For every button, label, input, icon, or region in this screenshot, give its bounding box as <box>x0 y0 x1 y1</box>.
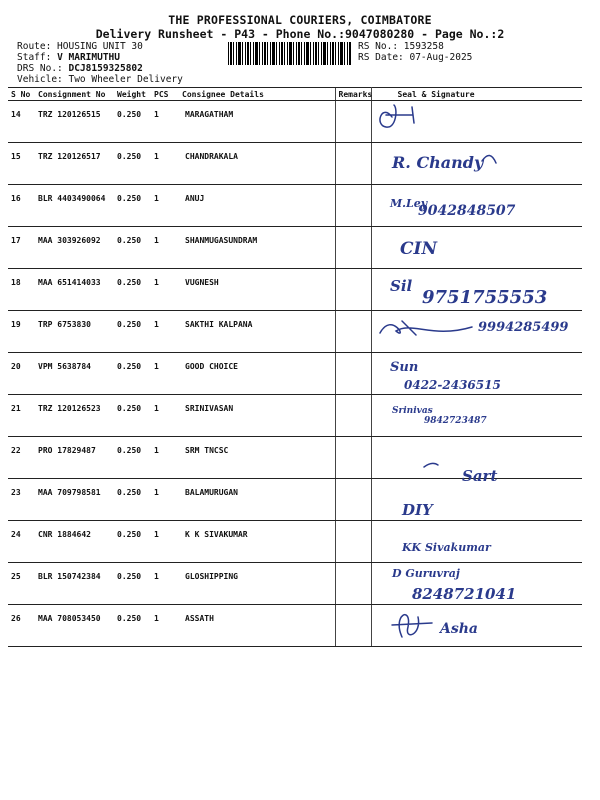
row-weight: 0.250 <box>114 605 151 647</box>
signature-text: 8248721041 <box>411 585 516 603</box>
signature-text: Sil <box>389 277 412 295</box>
row-pcs: 1 <box>151 563 179 605</box>
signature-text: CIN <box>399 239 437 259</box>
handwritten-signature <box>372 143 583 185</box>
signature-text: DIY <box>401 501 433 519</box>
row-consignment-no: MAA 708053450 <box>35 605 114 647</box>
signature-cell <box>371 605 582 647</box>
signature-text: D Guruvraj <box>391 567 460 580</box>
row-consignee: GLOSHIPPING <box>179 563 335 605</box>
row-sno: 18 <box>8 269 35 311</box>
row-weight: 0.250 <box>114 311 151 353</box>
handwritten-signature <box>372 227 583 269</box>
row-remarks <box>335 437 371 479</box>
handwritten-signature <box>372 467 583 521</box>
signature-text: 9994285499 <box>477 320 568 335</box>
row-remarks <box>335 479 371 521</box>
barcode-image <box>228 42 352 65</box>
staff-field <box>17 52 120 63</box>
signature-text: M.Ley <box>389 197 427 210</box>
row-consignee: ANUJ <box>179 185 335 227</box>
row-consignee: K K SIVAKUMAR <box>179 521 335 563</box>
row-sno: 20 <box>8 353 35 395</box>
row-sno: 15 <box>8 143 35 185</box>
signature-stroke <box>392 615 432 637</box>
row-consignee: SRINIVASAN <box>179 395 335 437</box>
row-weight: 0.250 <box>114 269 151 311</box>
row-weight: 0.250 <box>114 101 151 143</box>
drs-value: DCJ8159325802 <box>68 63 143 74</box>
row-consignment-no: MAA 303926092 <box>35 227 114 269</box>
table-header-row <box>8 88 582 101</box>
col-header-pcs: PCS <box>151 88 179 101</box>
table-row <box>8 605 582 647</box>
row-remarks <box>335 143 371 185</box>
row-consignee: MARAGATHAM <box>179 101 335 143</box>
staff-value: V MARIMUTHU <box>57 52 120 63</box>
signature-cell <box>371 101 582 143</box>
signature-cell <box>371 269 582 311</box>
col-header-remarks: Remarks <box>335 88 371 101</box>
row-remarks <box>335 395 371 437</box>
row-weight: 0.250 <box>114 521 151 563</box>
row-pcs: 1 <box>151 605 179 647</box>
signature-cell <box>371 227 582 269</box>
handwritten-signature <box>372 311 583 353</box>
row-pcs: 1 <box>151 269 179 311</box>
handwritten-signature <box>372 563 583 605</box>
row-consignment-no: BLR 150742384 <box>35 563 114 605</box>
signature-cell <box>371 353 582 395</box>
row-weight: 0.250 <box>114 479 151 521</box>
table-row <box>8 395 582 437</box>
row-sno: 16 <box>8 185 35 227</box>
table-row <box>8 101 582 143</box>
table-row <box>8 521 582 563</box>
table-row <box>8 143 582 185</box>
row-pcs: 1 <box>151 479 179 521</box>
row-consignment-no: TRZ 120126523 <box>35 395 114 437</box>
page-subtitle: Delivery Runsheet - P43 - Phone No.:9047080280 - Page No.:2 <box>95 27 505 41</box>
row-weight: 0.250 <box>114 227 151 269</box>
row-remarks <box>335 353 371 395</box>
signature-text: Srinivas <box>391 406 433 416</box>
row-consignment-no: MAA 709798581 <box>35 479 114 521</box>
vehicle-field: Vehicle: Two Wheeler Delivery <box>17 74 183 85</box>
rs-date: RS Date: 07-Aug-2025 <box>358 52 473 63</box>
row-sno: 14 <box>8 101 35 143</box>
row-pcs: 1 <box>151 395 179 437</box>
row-consignment-no: MAA 651414033 <box>35 269 114 311</box>
row-sno: 24 <box>8 521 35 563</box>
page-title: THE PROFESSIONAL COURIERS, COIMBATORE <box>168 13 432 27</box>
handwritten-signature <box>372 269 583 311</box>
row-sno: 25 <box>8 563 35 605</box>
row-remarks <box>335 563 371 605</box>
row-pcs: 1 <box>151 143 179 185</box>
row-consignment-no: TRP 6753830 <box>35 311 114 353</box>
signature-cell <box>371 143 582 185</box>
table-row <box>8 311 582 353</box>
table-row <box>8 479 582 521</box>
signature-text: R. Chandy <box>391 153 483 172</box>
row-consignee: SRM TNCSC <box>179 437 335 479</box>
signature-text: 9842723487 <box>423 416 487 426</box>
row-consignee: ASSATH <box>179 605 335 647</box>
handwritten-signature <box>372 353 583 395</box>
row-remarks <box>335 227 371 269</box>
row-consignment-no: TRZ 120126515 <box>35 101 114 143</box>
signature-cell <box>371 395 582 437</box>
signature-cell <box>371 467 582 521</box>
handwritten-signature <box>372 395 583 437</box>
signature-text: 9751755553 <box>421 287 547 308</box>
row-weight: 0.250 <box>114 353 151 395</box>
signature-cell <box>371 563 582 605</box>
row-pcs: 1 <box>151 521 179 563</box>
row-sno: 19 <box>8 311 35 353</box>
row-remarks <box>335 185 371 227</box>
row-remarks <box>335 311 371 353</box>
row-consignee: GOOD CHOICE <box>179 353 335 395</box>
row-remarks <box>335 101 371 143</box>
col-header-weight: Weight <box>114 88 151 101</box>
row-remarks <box>335 521 371 563</box>
row-sno: 22 <box>8 437 35 479</box>
row-remarks <box>335 605 371 647</box>
row-consignee: BALAMURUGAN <box>179 479 335 521</box>
signature-text: Sart <box>461 467 497 485</box>
signature-text: 9042848507 <box>417 203 515 219</box>
row-pcs: 1 <box>151 311 179 353</box>
table-row <box>8 353 582 395</box>
row-weight: 0.250 <box>114 437 151 479</box>
handwritten-signature <box>372 521 583 563</box>
signature-stroke <box>424 463 438 467</box>
signature-cell <box>371 521 582 563</box>
rs-number: RS No.: 1593258 <box>358 41 444 52</box>
table-row <box>8 269 582 311</box>
table-row <box>8 185 582 227</box>
signature-text: KK Sivakumar <box>401 541 491 554</box>
signature-text: Asha <box>439 621 478 637</box>
handwritten-signature <box>372 605 583 647</box>
row-weight: 0.250 <box>114 563 151 605</box>
drs-field <box>17 63 143 74</box>
signature-stroke <box>482 155 496 163</box>
handwritten-signature <box>372 185 583 227</box>
route-field: Route: HOUSING UNIT 30 <box>17 41 143 52</box>
row-weight: 0.250 <box>114 185 151 227</box>
signature-stroke <box>380 321 472 335</box>
row-weight: 0.250 <box>114 143 151 185</box>
table-row <box>8 563 582 605</box>
row-sno: 21 <box>8 395 35 437</box>
signature-cell <box>371 311 582 353</box>
col-header-consignee: Consignee Details <box>179 88 335 101</box>
signature-cell <box>371 185 582 227</box>
row-consignee: VUGNESH <box>179 269 335 311</box>
row-pcs: 1 <box>151 185 179 227</box>
col-header-sno: S No <box>8 88 35 101</box>
row-pcs: 1 <box>151 101 179 143</box>
row-weight: 0.250 <box>114 395 151 437</box>
row-consignment-no: CNR 1884642 <box>35 521 114 563</box>
row-sno: 26 <box>8 605 35 647</box>
row-consignee: CHANDRAKALA <box>179 143 335 185</box>
col-header-signature: Seal & Signature <box>371 88 582 101</box>
row-consignee: SHANMUGASUNDRAM <box>179 227 335 269</box>
staff-label: Staff: <box>17 52 52 63</box>
row-sno: 17 <box>8 227 35 269</box>
row-sno: 23 <box>8 479 35 521</box>
row-consignment-no: VPM 5638784 <box>35 353 114 395</box>
signature-text: 0422-2436515 <box>403 378 501 392</box>
row-consignment-no: TRZ 120126517 <box>35 143 114 185</box>
row-consignment-no: PRO 17829487 <box>35 437 114 479</box>
runsheet-table <box>8 87 582 647</box>
row-pcs: 1 <box>151 227 179 269</box>
signature-text: Sun <box>389 360 418 375</box>
row-consignment-no: BLR 4403490064 <box>35 185 114 227</box>
row-pcs: 1 <box>151 437 179 479</box>
col-header-consignment: Consignment No <box>35 88 114 101</box>
drs-label: DRS No.: <box>17 63 63 74</box>
table-row <box>8 227 582 269</box>
row-pcs: 1 <box>151 353 179 395</box>
signature-stroke <box>379 105 413 127</box>
row-remarks <box>335 269 371 311</box>
row-consignee: SAKTHI KALPANA <box>179 311 335 353</box>
handwritten-signature <box>372 101 583 143</box>
